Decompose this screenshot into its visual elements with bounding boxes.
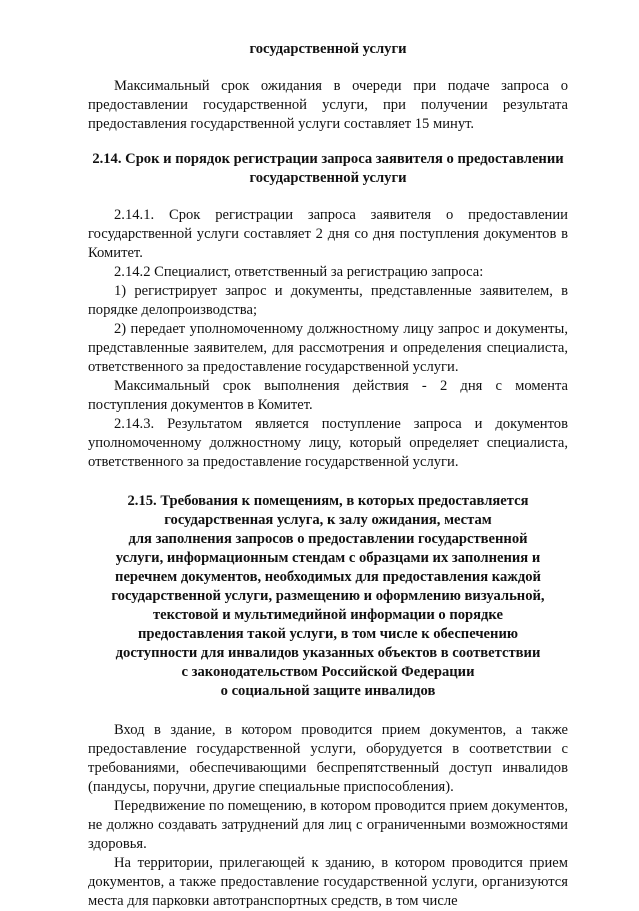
paragraph-2-14-2-item-2: 2) передает уполномоченному должностному лицу запрос и документы, представленные заявителем, для рассмотрения и определения специалиста, ответственного за предоставление государственной услуги. [88,321,568,375]
section-heading-2-15-line: с законодательством Российской Федерации [181,664,475,680]
section-heading-2-15-line: государственной услуги, размещению и оформлению визуальной, [111,588,545,604]
paragraph-parking: На территории, прилегающей к зданию, в котором проводится прием документов, а также предоставление государственной услуги, организуются места для парковки автотранспортных средств, в том числе [88,855,568,909]
section-heading-2-15-line: перечнем документов, необходимых для предоставления каждой [115,569,541,585]
continued-heading-fragment: государственной услуги [249,41,407,57]
section-heading-2-15-line: текстовой и мультимедийной информации о порядке [153,607,503,623]
paragraph-queue-wait: Максимальный срок ожидания в очереди при подаче запроса о предоставлении государственной услуги, при получении результата предоставления государственной услуги составляет 15 минут. [88,78,568,132]
paragraph-building-entrance: Вход в здание, в котором проводится прием документов, а также предоставление государственной услуги, оборудуется в соответствии с требованиями, обеспечивающими беспрепятственный доступ инвалидов (пандусы, поручни, другие специальные приспособления). [88,722,568,795]
paragraph-2-14-1: 2.14.1. Срок регистрации запроса заявителя о предоставлении государственной услуги составляет 2 дня со дня поступления документов в Комитет. [88,207,568,261]
section-heading-2-15-line: для заполнения запросов о предоставлении государственной [128,531,528,547]
section-heading-2-15-line: о социальной защите инвалидов [220,683,436,699]
page-content [88,40,568,911]
paragraph-movement: Передвижение по помещению, в котором проводится прием документов, не должно создавать затруднений для лиц с ограниченными возможностями здоровья. [88,798,568,852]
section-heading-2-14: 2.14. Срок и порядок регистрации запроса заявителя о предоставлении государственной услуги [92,151,564,186]
section-heading-2-15 [88,492,568,701]
section-heading-2-15-line: предоставления такой услуги, в том числе к обеспечению [137,626,518,642]
section-heading-2-15-line: 2.15. Требования к помещениям, в которых предоставляется [127,493,529,509]
section-heading-2-15-line: доступности для инвалидов указанных объектов в соответствии [115,645,541,661]
paragraph-2-14-3: 2.14.3. Результатом является поступление запроса и документов уполномоченному должностному лицу, который определяет специалиста, ответственного за предоставление государственной услуги. [88,416,568,470]
paragraph-2-14-2-item-1: 1) регистрирует запрос и документы, представленные заявителем, в порядке делопроизводства; [88,283,568,318]
section-heading-2-15-line: государственная услуга, к залу ожидания, местам [164,512,492,528]
section-heading-2-15-line: услуги, информационным стендам с образцами их заполнения и [115,550,541,566]
paragraph-2-14-2: 2.14.2 Специалист, ответственный за регистрацию запроса: [114,264,484,280]
paragraph-max-duration: Максимальный срок выполнения действия - 2 дня с момента поступления документов в Комитет. [88,378,568,413]
